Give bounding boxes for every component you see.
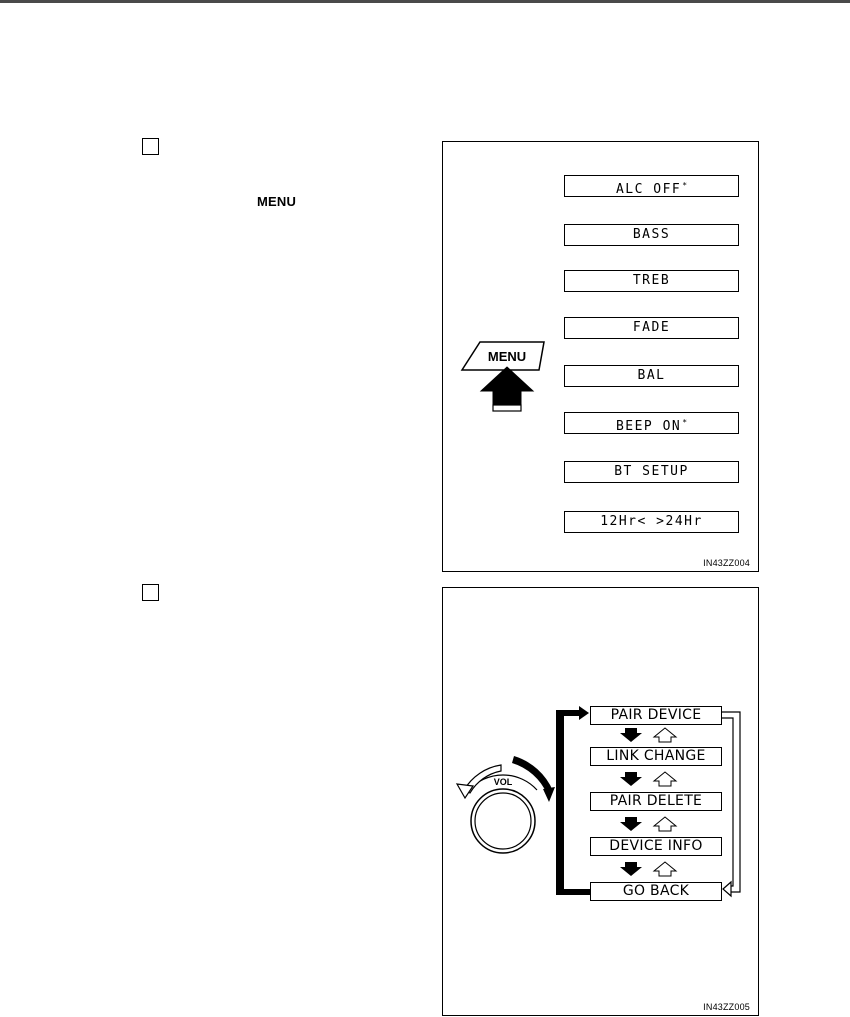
menu-item-alc-off: ALC OFF* (564, 175, 739, 197)
menu-item-fade: FADE (564, 317, 739, 339)
menu-item-treb: TREB (564, 270, 739, 292)
step-2-box (142, 584, 159, 601)
header-rule (0, 0, 850, 3)
menu-button-reference: MENU (257, 194, 297, 209)
menu-item-bal: BAL (564, 365, 739, 387)
bt-item-pair-delete: PAIR DELETE (590, 792, 722, 811)
vol-label: VOL (493, 777, 513, 787)
menu-item-bt-setup: BT SETUP (564, 461, 739, 483)
vol-knob (469, 775, 537, 853)
figure-code: IN43ZZ005 (703, 1002, 750, 1012)
bt-item-link-change: LINK CHANGE (590, 747, 722, 766)
menu-item-beep-on: BEEP ON* (564, 412, 739, 434)
figure-menu-panel (442, 141, 759, 572)
rotate-right-icon (512, 756, 553, 794)
bt-item-go-back: GO BACK (590, 882, 722, 901)
menu-button-label: MENU (487, 349, 527, 364)
figure-code: IN43ZZ004 (703, 558, 750, 568)
menu-item-bass: BASS (564, 224, 739, 246)
menu-button-illustration (443, 142, 760, 573)
bt-item-device-info: DEVICE INFO (590, 837, 722, 856)
bt-item-pair-device: PAIR DEVICE (590, 706, 722, 725)
step-1-box (142, 138, 159, 155)
menu-item-12hr-24hr: 12Hr< >24Hr (564, 511, 739, 533)
figure-bt-panel (442, 587, 759, 1016)
